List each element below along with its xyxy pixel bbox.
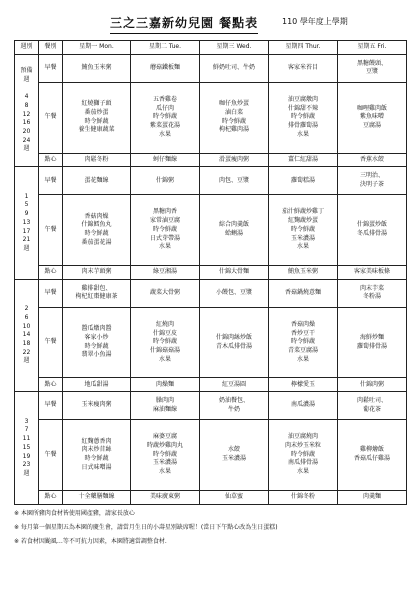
meal-cell [200,392,269,420]
dish-item: 鮮奶吐司、牛奶 [212,64,255,72]
meal-type-cell: 點心 [39,153,63,167]
dish-item: 時令鮮蔬 [84,230,109,238]
dish-item: 水果 [296,468,309,476]
dish-item: 水餃 [227,446,240,454]
meal-cell [63,167,131,195]
dish-item: 美味廣東粥 [149,493,180,501]
dish-item: 玉米瘦肉粥 [81,401,112,409]
meal-type-cell: 早餐 [39,55,63,83]
meal-cell [131,55,200,83]
header-row [15,41,407,55]
table-row [15,82,407,153]
dish-item: 地瓜甜湯 [84,380,109,388]
dish-item: 什錦蛋炒飯 [356,221,387,229]
dish-item: 牛奶 [227,405,240,413]
meal-cell [269,55,338,83]
meal-cell [63,490,131,504]
note-pork: ※ 本園所豬肉食材皆使用國產豬，請家長放心 [14,510,135,517]
dish-item: 水果 [296,243,309,251]
week-number: 2 [24,305,29,313]
dish-item: 客家小炒 [84,333,109,341]
meal-cell [131,307,200,378]
week-number: 週 [23,244,30,252]
note-birthday: ※ 每月第一個星期五為本園的慶生會，請當月生日的小壽星別缺席喔！(當日下午點心改為生日蛋糕) [14,524,278,531]
meal-cell [200,378,269,392]
week-number: 11 [22,435,31,443]
meal-cell [269,307,338,378]
dish-item: 麻油麵線 [152,405,177,413]
dish-item: 紅燒獅子頭 [81,100,112,108]
column-header: 餐別 [39,41,63,55]
dish-item: 決明子茶 [359,180,384,188]
meal-cell [269,82,338,153]
dish-item: 紅麴蔥香肉 [81,437,112,445]
dish-item: 時令鮮蔬 [84,117,109,125]
meal-cell [131,167,200,195]
dish-item: 水果 [158,355,171,363]
dish-item: 海鮮炒麵 [359,333,384,341]
dish-item: 滑蛋瘦肉粥 [218,155,249,163]
meal-cell [269,279,338,307]
week-number: 13 [22,218,31,226]
week-number: 18 [22,340,31,348]
meal-cell [63,307,131,378]
meal-cell [63,82,131,153]
week-number: 5 [24,201,29,209]
dish-item: 什錦肉粥 [359,380,384,388]
meal-cell [200,153,269,167]
dish-item: 什錦粥 [155,176,174,184]
dish-item: 五香雞卷 [152,95,177,103]
dish-item: 仙草蜜 [224,493,243,501]
meal-schedule-table [14,40,407,505]
meal-cell [63,55,131,83]
meal-cell [269,195,338,266]
meal-cell [131,82,200,153]
week-number: 23 [22,461,31,469]
column-header: 星期五 Fri. [338,41,407,55]
meal-cell [338,307,407,378]
meal-cell [338,378,407,392]
meal-cell [131,153,200,167]
week-number: 8 [24,102,29,110]
week-number: 16 [22,119,31,127]
school-year: 110 學年度上學期 [282,17,348,26]
dish-item: 時令鮮蔬 [152,338,177,346]
meal-cell [200,55,269,83]
meal-type-cell: 午餐 [39,82,63,153]
week-number: 17 [22,227,31,235]
dish-item: 雞柳燴飯 [359,446,384,454]
dish-item: 時令鮮蔬 [152,113,177,121]
meal-cell [338,490,407,504]
dish-item: 豆腐湯 [362,122,381,130]
table-row [15,378,407,392]
dish-item: 時令鮮蔬 [290,450,315,458]
meal-cell [63,420,131,491]
dish-item: 時令鮮蔬 [290,338,315,346]
dish-item: 香菇鍋燒意麵 [284,289,321,297]
dish-item: 醬瓜燉肉醬 [81,325,112,333]
meal-cell [200,420,269,491]
dish-item: 咖仔魚炒蛋 [218,100,249,108]
column-header: 星期一 Mon. [63,41,131,55]
dish-item: 肉末炒苜絲 [81,446,112,454]
dish-item: 葡花茶 [362,405,381,413]
week-number: 7 [24,426,29,434]
week-number: 22 [22,348,31,356]
week-number: 6 [24,313,29,321]
meal-cell [269,266,338,280]
dish-item: 什錦菇菇湯 [149,346,180,354]
dish-item: 水果 [158,243,171,251]
meal-cell [269,153,338,167]
dish-item: 油豆腐燉肉 [287,95,318,103]
dish-item: 什錦甜不辣 [287,104,318,112]
dish-item: 時蔬炒雞肉丸 [146,442,183,450]
dish-item: 冬瓜排骨湯 [356,230,387,238]
meal-type-cell: 點心 [39,490,63,504]
dish-item: 蛋花麵線 [84,176,109,184]
dish-item: 雞排甜包、 [81,284,112,292]
week-number: 週 [23,75,30,83]
meal-cell [131,420,200,491]
dish-item: 番茄炒蛋 [84,109,109,116]
meal-cell [200,490,269,504]
table-row [15,420,407,491]
dish-item: 時令鮮蔬 [221,117,246,125]
dish-item: 十全藥膳麵線 [78,493,115,501]
dish-item: 油豆腐燒肉 [287,433,318,441]
meal-cell [63,153,131,167]
week-number: 21 [22,236,31,244]
dish-item: 三明治、 [359,172,384,180]
meal-cell [200,307,269,378]
dish-item: 水果 [158,130,171,138]
table-row [15,307,407,378]
dish-item: 滷白菜 [224,109,243,116]
week-label-cell [15,167,39,279]
week-number: 14 [22,331,31,339]
dish-item: 什錦冬粉 [290,493,315,501]
dish-item: 玉米濃湯 [152,459,177,467]
week-number: 預備 [20,67,33,75]
week-number [16,85,37,94]
dish-item: 番茄蛋花湯 [81,238,112,246]
dish-item: 香菇瓜仔雞湯 [353,455,390,463]
week-number: 週 [23,357,30,365]
dish-item: 冬粉湯 [362,293,381,301]
dish-item: 檸檬愛玉 [290,380,315,388]
dish-item: 水果 [296,130,309,138]
meal-type-cell: 午餐 [39,420,63,491]
dish-item: 蚵仔麵線 [152,155,177,163]
meal-type-cell: 點心 [39,266,63,280]
dish-item: 肉末芋頭粥 [81,268,112,276]
dish-item: 肉燥麵 [155,380,174,388]
table-row [15,490,407,504]
menu-title-bar [0,14,420,34]
meal-type-cell: 早餐 [39,392,63,420]
week-number: 週 [23,469,30,477]
table-row [15,55,407,83]
dish-item: 時令鮮蔬 [152,225,177,233]
meal-cell [200,279,269,307]
dish-item: 蘑菇鐵板麵 [149,64,180,72]
dish-item: 肉包、豆漿 [218,176,249,184]
dish-item: 養生健康蔬菜 [78,126,115,134]
dish-item: 蛤蜊湯 [224,230,243,238]
dish-item: 紫魚味噌 [359,113,384,121]
dish-item: 南瓜濃湯 [290,401,315,409]
dish-item: 紅麴蔬炒蛋 [287,217,318,225]
week-number: 24 [22,136,31,144]
meal-cell [131,279,200,307]
table-row [15,195,407,266]
meal-cell [338,153,407,167]
dish-item: 什錦鱈魚丸 [81,221,112,229]
dish-item: 玉米濃湯 [290,234,315,242]
week-number: 20 [22,128,31,136]
dish-item: 客家米苔目 [287,64,318,72]
meal-cell [200,266,269,280]
dish-item: 什錦豆皮 [152,329,177,337]
dish-item: 南瓜排骨湯 [287,459,318,467]
dish-item: 奶油餐包、 [218,397,249,405]
meal-cell [131,266,200,280]
dish-item: 鮪魚玉米粥 [287,268,318,276]
meal-cell [63,195,131,266]
note-typhoon: ※ 若食材因颱風…等不可抗力因素，本園將適當調整食材. [14,538,167,545]
meal-cell [269,167,338,195]
dish-item: 綜合肉羹飯 [218,221,249,229]
meal-cell [338,167,407,195]
column-header: 週別 [15,41,39,55]
dish-item: 肉末炒玉米粒 [284,442,321,450]
meal-cell [338,420,407,491]
dish-item: 肉羹麵 [362,493,381,501]
meal-cell [338,82,407,153]
table-row [15,153,407,167]
column-header: 星期三 Wed. [200,41,269,55]
meal-cell [63,378,131,392]
week-number: 9 [24,210,29,218]
dish-item: 豆漿 [365,68,378,76]
dish-item: 枸杞紅棗健康茶 [75,293,118,301]
meal-cell [338,392,407,420]
dish-item: 什錦大骨麵 [218,268,249,276]
meal-cell [63,279,131,307]
table-row [15,279,407,307]
meal-cell [63,392,131,420]
table-row [15,167,407,195]
meal-cell [338,195,407,266]
dish-item: 排骨蘿蔔湯 [287,122,318,130]
week-label-cell [15,279,39,391]
dish-item: 肉鬆冬粉 [84,155,109,163]
dish-item: 紅豆湯圓 [221,380,246,388]
dish-item: 香蕉水餃 [359,155,384,163]
meal-type-cell: 點心 [39,378,63,392]
dish-item: 綠豆湘湯 [152,268,177,276]
week-number: 4 [24,93,29,101]
dish-item: 日式味噌湯 [81,463,112,471]
meal-cell [338,55,407,83]
dish-item: 薑仁紅甜湯 [287,155,318,163]
dish-item: 紅燒肉 [155,320,174,328]
week-number: 12 [22,110,31,118]
dish-item: 玉米濃湯 [221,455,246,463]
dish-item: 香炒豆干 [290,329,315,337]
meal-type-cell: 早餐 [39,167,63,195]
dish-item: 咖哩雞肉飯 [356,104,387,112]
meal-cell [200,167,269,195]
dish-item: 麻婆豆腐 [152,433,177,441]
dish-item: 黑糖肉香 [152,208,177,216]
meal-cell [131,378,200,392]
dish-item: 時令鮮蔬 [290,225,315,233]
week-number: 19 [22,452,31,460]
meal-cell [131,490,200,504]
dish-item: 時令鮮蔬 [84,455,109,463]
dish-item: 茄汁鮮蔬炒雞丁 [281,208,324,216]
meal-cell [131,195,200,266]
week-label-cell [15,55,39,167]
dish-item: 時令鮮蔬 [152,450,177,458]
dish-item: 紫菜蛋花湯 [149,122,180,130]
dish-item: 蘿蔔排骨湯 [356,342,387,350]
dish-item: 香菇肉燥 [84,212,109,220]
week-number: 週 [23,145,30,153]
week-label-cell [15,392,39,505]
dish-item: 黑糖饅頭、 [356,59,387,67]
meal-cell [200,195,269,266]
meal-schedule-body [15,55,407,505]
meal-cell [338,266,407,280]
week-number: 15 [22,443,31,451]
dish-item: 青菜豆腐湯 [287,346,318,354]
week-number: 10 [22,322,31,330]
dish-item: 水果 [296,355,309,363]
dish-item: 水果 [158,468,171,476]
meal-cell [269,392,338,420]
dish-item: 枸杞雞肉湯 [218,126,249,134]
week-number: 1 [24,192,29,200]
dish-item: 蘿蔔糕湯 [290,176,315,184]
dish-item: 瓜仔肉 [155,104,174,112]
meal-type-cell: 早餐 [39,279,63,307]
meal-cell [269,420,338,491]
dish-item: 日式芽帶湯 [149,234,180,242]
meal-cell [269,378,338,392]
notes-section [14,511,414,553]
dish-item: 家常滷豆腐 [149,217,180,225]
dish-item: 肉末芋菜 [359,284,384,292]
dish-item: 蔬菜大骨粥 [149,289,180,297]
meal-cell [200,82,269,153]
meal-type-cell: 午餐 [39,307,63,378]
meal-cell [338,279,407,307]
dish-item: 臊肉肉 [155,397,174,405]
dish-item: 香菇肉燥 [290,320,315,328]
week-number: 3 [24,417,29,425]
meal-cell [63,266,131,280]
dish-item: 青木瓜排骨湯 [215,342,252,350]
dish-item: 什錦肉絲炒飯 [215,333,252,341]
meal-type-cell: 午餐 [39,195,63,266]
dish-item: 客家美味板條 [353,268,390,276]
column-header: 星期四 Thur. [269,41,338,55]
page-title: 三之三嘉新幼兒園 餐點表 [110,16,259,30]
dish-item: 時令鮮蔬 [84,342,109,350]
dish-item: 翡翠小魚湯 [81,351,112,359]
dish-item: 時令鮮蔬 [290,113,315,121]
dish-item: 鮪魚玉米粥 [81,64,112,72]
meal-cell [269,490,338,504]
table-row [15,266,407,280]
column-header: 星期二 Tue. [131,41,200,55]
meal-cell [131,392,200,420]
table-row [15,392,407,420]
dish-item: 肉鬆吐司、 [356,397,387,405]
dish-item: 小饅包、豆漿 [215,289,252,297]
